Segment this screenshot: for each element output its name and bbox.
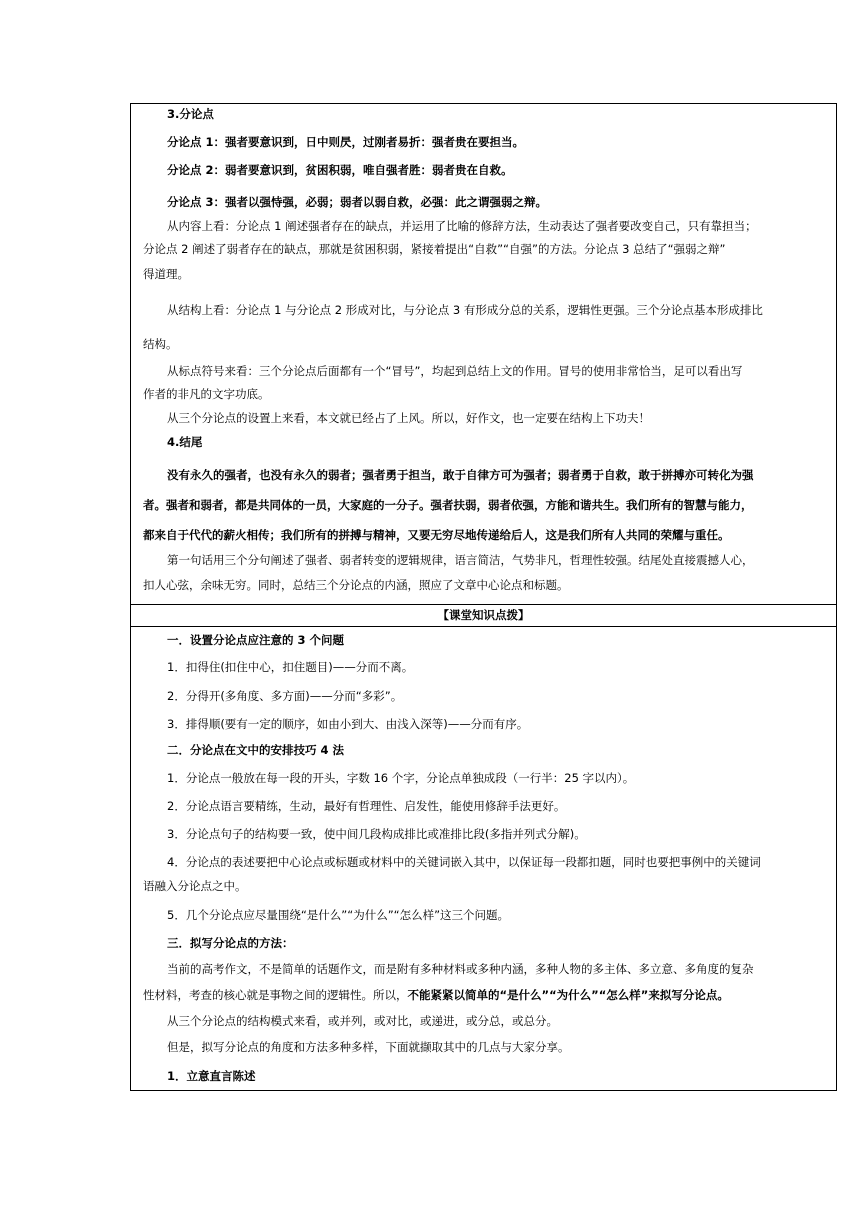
list-item: 2．分论点语言要精练，生动，最好有哲理性、启发性，能使用修辞手法更好。 bbox=[167, 799, 566, 813]
sub-point-1: 分论点 1：强者要意识到，日中则昃，过刚者易折：强者贵在要担当。 bbox=[167, 135, 525, 149]
list-item-continuation: 语融入分论点之中。 bbox=[143, 879, 247, 893]
topic-heading: 三．拟写分论点的方法： bbox=[167, 936, 294, 950]
analysis-cell bbox=[131, 104, 836, 605]
structure-analysis-line: 结构。 bbox=[143, 337, 178, 351]
paragraph-line bbox=[143, 987, 729, 1003]
paragraph-line: 从三个分论点的结构模式来看，或并列，或对比，或递进，或分总，或总分。 bbox=[167, 1014, 558, 1028]
ending-quote-line: 者。强者和弱者，都是共同体的一员，大家庭的一分子。强者扶弱，弱者依强，方能和谐共生。我们所有的智慧与能力， bbox=[143, 498, 753, 512]
list-item: 4．分论点的表述要把中心论点或标题或材料中的关键词嵌入其中，以保证每一段都扣题，同时也要把事例中的关键词 bbox=[167, 855, 761, 869]
content-analysis-line: 得道理。 bbox=[143, 267, 189, 281]
ending-quote-line: 都来自于代代的薪火相传；我们所有的拼搏与精神，又要无穷尽地传递给后人，这是我们所有人共同的荣耀与重任。 bbox=[143, 528, 730, 542]
content-table bbox=[130, 103, 837, 1091]
paragraph-line: 但是，拟写分论点的角度和方法多种多样，下面就撷取其中的几点与大家分享。 bbox=[167, 1040, 570, 1054]
list-item: 5．几个分论点应尽量围绕“是什么”“为什么”“怎么样”这三个问题。 bbox=[167, 908, 510, 922]
list-item: 1．扣得住(扣住中心，扣住题目)——分而不离。 bbox=[167, 660, 414, 674]
punctuation-analysis-line: 作者的非凡的文字功底。 bbox=[143, 387, 270, 401]
knowledge-header-cell bbox=[131, 605, 836, 627]
sub-point-2: 分论点 2：弱者要意识到，贫困积弱，唯自强者胜：弱者贵在自救。 bbox=[167, 163, 513, 177]
knowledge-header: 【课堂知识点拨】 bbox=[437, 608, 530, 622]
punctuation-analysis-line: 从标点符号来看：三个分论点后面都有一个“冒号”，均起到总结上文的作用。冒号的使用非常恰当，足可以看出写 bbox=[167, 364, 743, 378]
list-item: 3．排得顺(要有一定的顺序，如由小到大、由浅入深等)——分而有序。 bbox=[167, 717, 529, 731]
list-item: 2．分得开(多角度、多方面)——分而“多彩”。 bbox=[167, 689, 403, 703]
ending-quote-line: 没有永久的强者，也没有永久的弱者；强者勇于担当，敢于自律方可为强者；弱者勇于自救，敢于拼搏亦可转化为强 bbox=[167, 468, 754, 482]
section-heading: 3.分论点 bbox=[167, 107, 214, 121]
list-item: 3．分论点句子的结构要一致，使中间几段构成排比或准排比段(多指并列式分解)。 bbox=[167, 827, 586, 841]
ending-comment-line: 扣人心弦，余味无穷。同时，总结三个分论点的内涵，照应了文章中心论点和标题。 bbox=[143, 578, 569, 592]
paragraph-text: 性材料，考查的核心就是事物之间的逻辑性。所以， bbox=[143, 988, 408, 1002]
paragraph-line: 当前的高考作文，不是简单的话题作文，而是附有多种材料或多种内涵，多种人物的多主体、多立意、多角度的复杂 bbox=[167, 962, 754, 976]
topic-heading: 一．设置分论点应注意的 3 个问题 bbox=[167, 633, 345, 647]
structure-analysis-line: 从结构上看：分论点 1 与分论点 2 形成对比，与分论点 3 有形成分总的关系，逻辑性更强。三个分论点基本形成排比 bbox=[167, 303, 763, 317]
ending-heading: 4.结尾 bbox=[167, 435, 203, 449]
knowledge-cell bbox=[131, 627, 836, 1090]
sub-heading: 1．立意直言陈述 bbox=[167, 1069, 256, 1083]
content-analysis-line: 从内容上看：分论点 1 阐述强者存在的缺点，并运用了比喻的修辞方法，生动表达了强者要改变自己，只有靠担当； bbox=[167, 219, 757, 233]
list-item: 1．分论点一般放在每一段的开头，字数 16 个字，分论点单独成段（一行半：25 字以内）。 bbox=[167, 771, 635, 785]
emphasis-text: 不能紧紧以简单的“是什么”“为什么”“怎么样”来拟写分论点。 bbox=[407, 988, 729, 1002]
topic-heading: 二．分论点在文中的安排技巧 4 法 bbox=[167, 743, 345, 757]
summary-line: 从三个分论点的设置上来看，本文就已经占了上风。所以，好作文，也一定要在结构上下功夫！ bbox=[167, 411, 650, 425]
content-analysis-line: 分论点 2 阐述了弱者存在的缺点，那就是贫困积弱，紧接着提出“自救”“自强”的方法。分论点 3 总结了“强弱之辩” bbox=[143, 242, 726, 256]
ending-comment-line: 第一句话用三个分句阐述了强者、弱者转变的逻辑规律，语言简洁，气势非凡，哲理性较强。结尾处直接震撼人心， bbox=[167, 553, 754, 567]
sub-point-3: 分论点 3：强者以强恃强，必弱；弱者以弱自救，必强：此之谓强弱之辩。 bbox=[167, 195, 548, 209]
